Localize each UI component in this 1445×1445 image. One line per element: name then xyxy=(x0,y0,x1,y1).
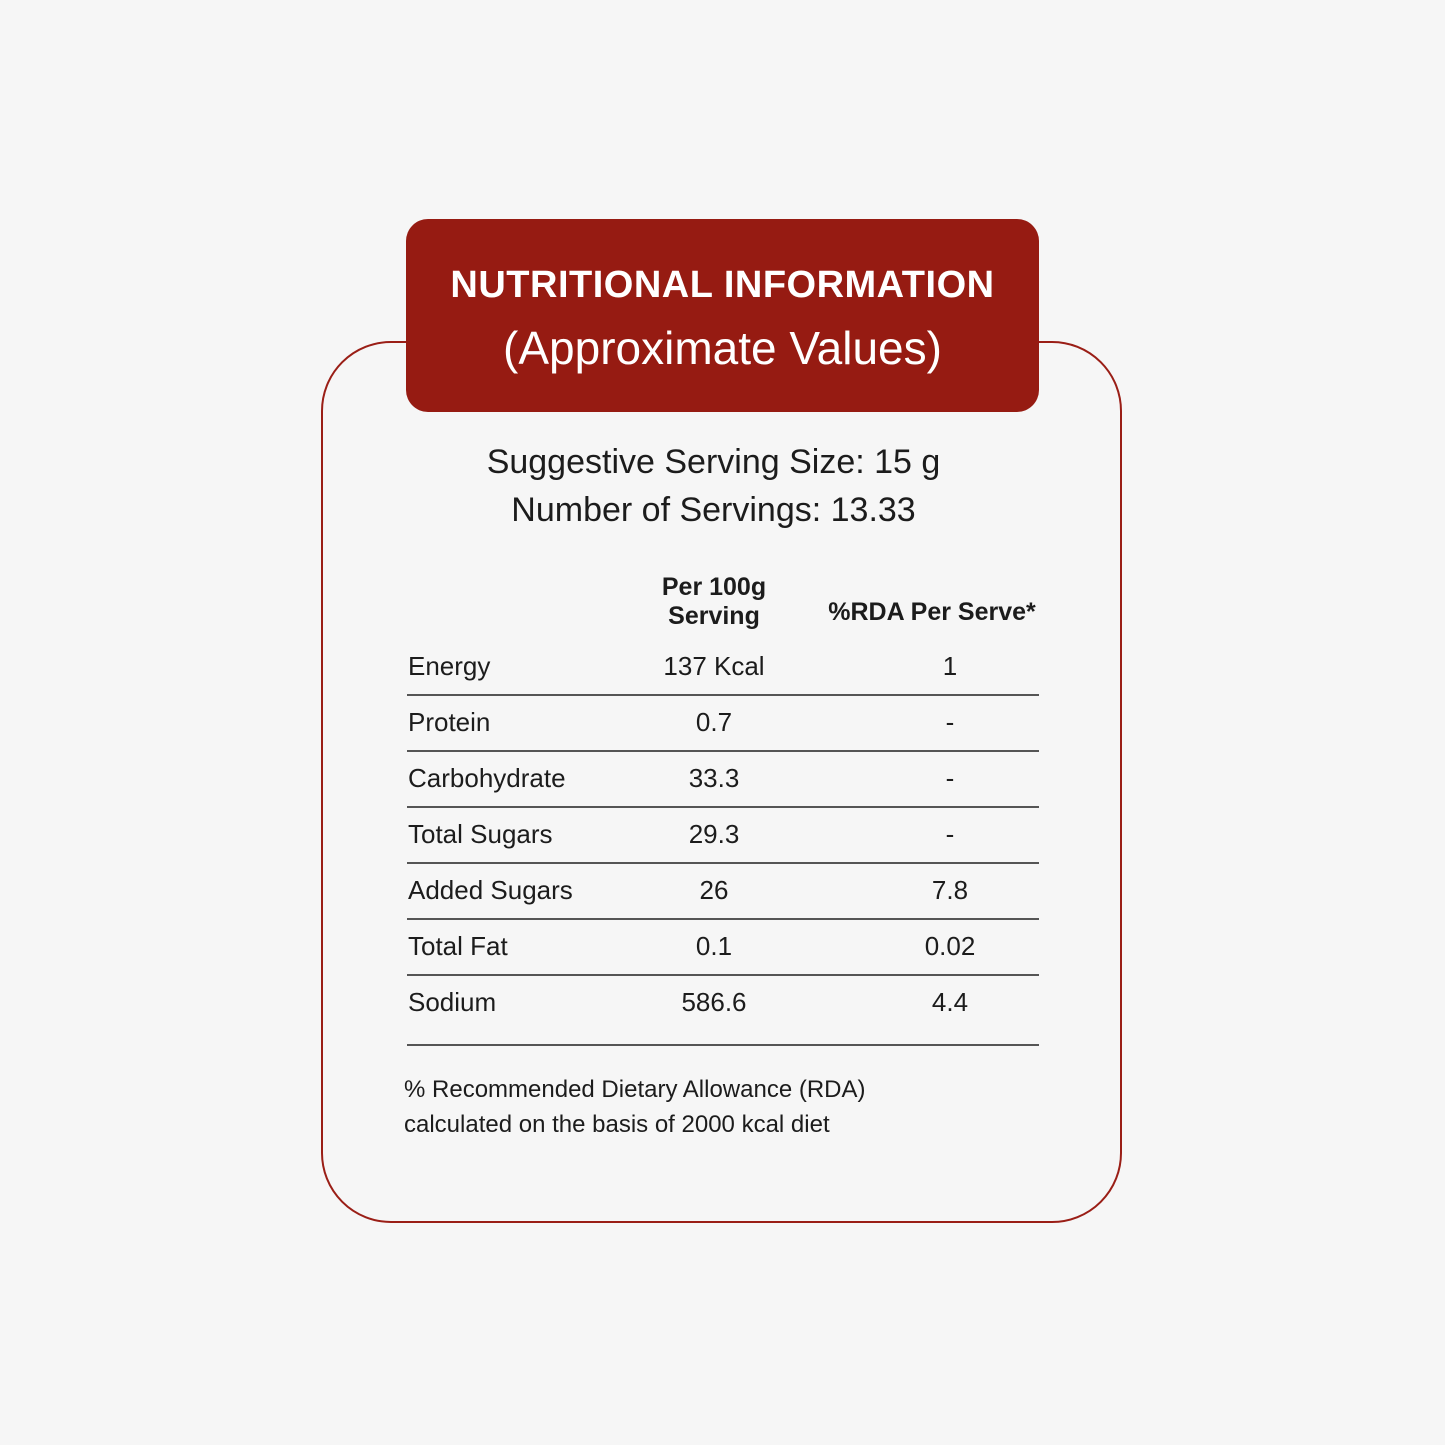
footnote-line-2: calculated on the basis of 2000 kcal diet xyxy=(404,1111,830,1138)
nutrient-name: Added Sugars xyxy=(408,875,573,905)
table-row xyxy=(407,696,1039,752)
nutrient-name: Carbohydrate xyxy=(408,763,566,793)
nutrient-per-100g: 29.3 xyxy=(688,819,740,849)
table-row xyxy=(407,864,1039,920)
column-header-per-100g xyxy=(625,573,803,631)
nutrient-name: Sodium xyxy=(408,987,497,1017)
page-subtitle: (Approximate Values) xyxy=(503,322,942,374)
nutrient-per-100g: 0.1 xyxy=(695,931,733,961)
page-title: NUTRITIONAL INFORMATION xyxy=(450,264,995,306)
nutrient-name: Protein xyxy=(408,707,491,737)
rda-footnote xyxy=(404,1072,1024,1142)
column-header-per-100g-line2: Serving xyxy=(668,602,760,630)
nutrient-rda: 4.4 xyxy=(931,987,969,1017)
nutrient-rda: - xyxy=(945,819,955,849)
nutrient-per-100g: 586.6 xyxy=(681,987,747,1017)
nutrient-rda: - xyxy=(945,763,955,793)
nutrient-per-100g: 26 xyxy=(699,875,729,905)
nutrient-rda: - xyxy=(945,707,955,737)
nutrient-per-100g: 0.7 xyxy=(695,707,733,737)
nutrient-name: Total Fat xyxy=(408,931,508,961)
table-row xyxy=(407,640,1039,696)
nutrient-name: Energy xyxy=(408,651,491,681)
table-header xyxy=(407,570,1039,640)
nutrient-rda: 0.02 xyxy=(924,931,976,961)
column-header-per-100g-line1: Per 100g xyxy=(661,573,767,601)
footnote-line-1: % Recommended Dietary Allowance (RDA) xyxy=(404,1076,866,1103)
nutrient-rda: 1 xyxy=(942,651,958,681)
serving-size-text: Suggestive Serving Size: 15 g xyxy=(486,443,941,481)
nutrient-per-100g: 137 Kcal xyxy=(663,651,765,681)
header-banner xyxy=(406,219,1039,412)
nutrient-per-100g: 33.3 xyxy=(688,763,740,793)
table-row xyxy=(407,976,1039,1046)
table-row xyxy=(407,808,1039,864)
nutrient-rda: 7.8 xyxy=(931,875,969,905)
table-row xyxy=(407,920,1039,976)
table-row xyxy=(407,752,1039,808)
nutrient-name: Total Sugars xyxy=(408,819,553,849)
servings-count-text: Number of Servings: 13.33 xyxy=(511,491,916,529)
nutrition-table xyxy=(407,570,1039,1046)
column-header-rda: %RDA Per Serve* xyxy=(828,598,1036,626)
